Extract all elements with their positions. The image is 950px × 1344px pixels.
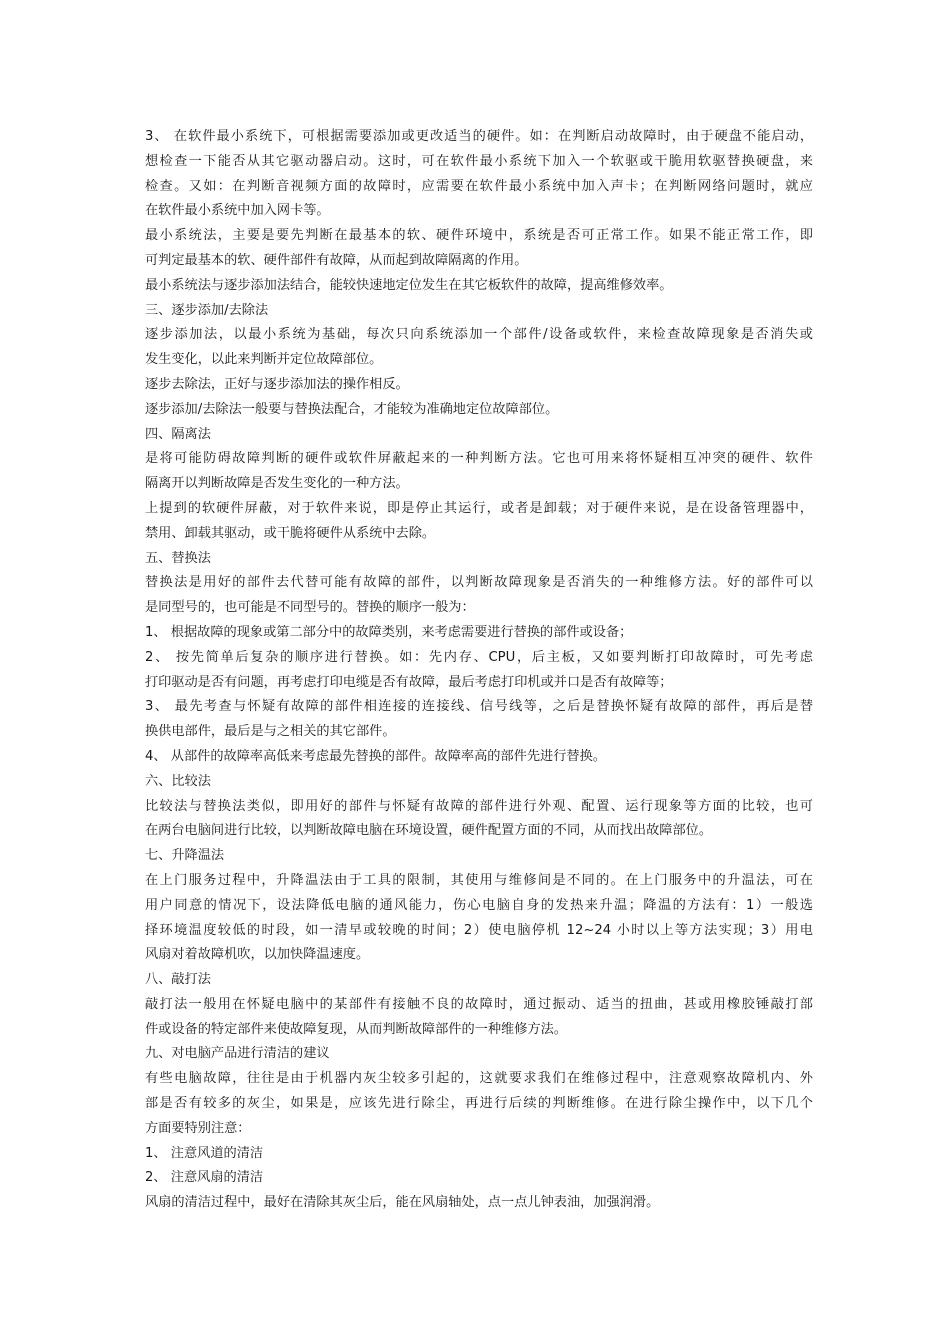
text-line: 七、升降温法 <box>145 848 225 864</box>
text-line: 在上门服务过程中，升降温法由于工具的限制，其使用与维修间是不同的。在上门服务中的升温法，可在 <box>145 872 813 888</box>
text-line: 比较法与替换法类似，即用好的部件与怀疑有故障的部件进行外观、配置、运行现象等方面的比较，也可 <box>145 798 813 814</box>
text-line: 打印驱动是否有问题，再考虑打印电缆是否有故障，最后考虑打印机或并口是否有故障等； <box>145 674 673 690</box>
text-line: 方面要特别注意： <box>145 1120 251 1136</box>
text-line: 风扇的清洁过程中，最好在清除其灰尘后，能在风扇轴处，点一点儿钟表油，加强润滑。 <box>145 1195 660 1211</box>
text-line: 2、 注意风扇的清洁 <box>145 1170 264 1186</box>
text-line: 替换法是用好的部件去代替可能有故障的部件，以判断故障现象是否消失的一种维修方法。好的部件可以 <box>145 575 813 591</box>
text-line: 1、 注意风道的清洁 <box>145 1145 264 1161</box>
text-line: 择环境温度较低的时段，如一清早或较晚的时间；2）使电脑停机 12~24 小时以上等方法实现；3）用电 <box>145 922 813 938</box>
text-line: 4、 从部件的故障率高低来考虑最先替换的部件。故障率高的部件先进行替换。 <box>145 748 606 764</box>
text-line: 用户同意的情况下，设法降低电脑的通风能力，伤心电脑自身的发热来升温；降温的方法有：1）一般选 <box>145 897 813 913</box>
text-line: 最小系统法与逐步添加法结合，能较快速地定位发生在其它板软件的故障，提高维修效率。 <box>145 277 673 293</box>
text-line: 六、比较法 <box>145 773 211 789</box>
text-line: 上提到的软硬件屏蔽，对于软件来说，即是停止其运行，或者是卸载；对于硬件来说，是在设备管理器中， <box>145 500 813 516</box>
text-line: 想检查一下能否从其它驱动器启动。这时，可在软件最小系统下加入一个软驱或干脆用软驱替换硬盘，来 <box>145 153 813 169</box>
text-line: 逐步添加法，以最小系统为基础，每次只向系统添加一个部件/设备或软件，来检查故障现象是否消失或 <box>145 327 813 343</box>
text-line: 发生变化，以此来判断并定位故障部位。 <box>145 352 383 368</box>
text-line: 在软件最小系统中加入网卡等。 <box>145 203 330 219</box>
text-line: 四、隔离法 <box>145 426 211 442</box>
text-line: 2、 按先简单后复杂的顺序进行替换。如：先内存、CPU，后主板，又如要判断打印故障时，可先考虑 <box>145 649 813 665</box>
text-line: 检查。又如：在判断音视频方面的故障时，应需要在软件最小系统中加入声卡；在判断网络问题时，就应 <box>145 178 813 194</box>
text-line: 最小系统法，主要是要先判断在最基本的软、硬件环境中，系统是否可正常工作。如果不能正常工作，即 <box>145 228 813 244</box>
text-line: 九、对电脑产品进行清洁的建议 <box>145 1046 330 1062</box>
text-line: 是同型号的，也可能是不同型号的。替换的顺序一般为： <box>145 600 475 616</box>
text-line: 三、逐步添加/去除法 <box>145 302 269 318</box>
text-line: 3、 最先考查与怀疑有故障的部件相连接的连接线、信号线等，之后是替换怀疑有故障的部件，再后是替 <box>145 699 813 715</box>
text-line: 换供电部件，最后是与之相关的其它部件。 <box>145 724 396 740</box>
text-line: 件或设备的特定部件来使故障复现，从而判断故障部件的一种维修方法。 <box>145 1021 567 1037</box>
text-line: 可判定最基本的软、硬件部件有故障，从而起到故障隔离的作用。 <box>145 252 528 268</box>
text-line: 八、敲打法 <box>145 972 211 988</box>
text-line: 逐步去除法，正好与逐步添加法的操作相反。 <box>145 376 409 392</box>
text-line: 风扇对着故障机吹，以加快降温速度。 <box>145 947 370 963</box>
text-line: 1、 根据故障的现象或第二部分中的故障类别，来考虑需要进行替换的部件或设备； <box>145 624 633 640</box>
text-line: 部是否有较多的灰尘，如果是，应该先进行除尘，再进行后续的判断维修。在进行除尘操作中，以下几个 <box>145 1096 813 1112</box>
text-line: 五、替换法 <box>145 550 211 566</box>
text-line: 有些电脑故障，往往是由于机器内灰尘较多引起的，这就要求我们在维修过程中，注意观察故障机内、外 <box>145 1071 813 1087</box>
document-page <box>145 125 813 1216</box>
text-line: 隔离开以判断故障是否发生变化的一种方法。 <box>145 476 409 492</box>
text-line: 逐步添加/去除法一般要与替换法配合，才能较为准确地定位故障部位。 <box>145 401 559 417</box>
text-line: 禁用、卸载其驱动，或干脆将硬件从系统中去除。 <box>145 525 436 541</box>
text-line: 在两台电脑间进行比较，以判断故障电脑在环境设置，硬件配置方面的不同，从而找出故障部位。 <box>145 823 713 839</box>
text-line: 敲打法一般用在怀疑电脑中的某部件有接触不良的故障时，通过振动、适当的扭曲，甚或用橡胶锤敲打部 <box>145 996 813 1012</box>
text-line: 是将可能防碍故障判断的硬件或软件屏蔽起来的一种判断方法。它也可用来将怀疑相互冲突的硬件、软件 <box>145 451 813 467</box>
text-line: 3、 在软件最小系统下，可根据需要添加或更改适当的硬件。如：在判断启动故障时，由于硬盘不能启动， <box>145 129 813 144</box>
